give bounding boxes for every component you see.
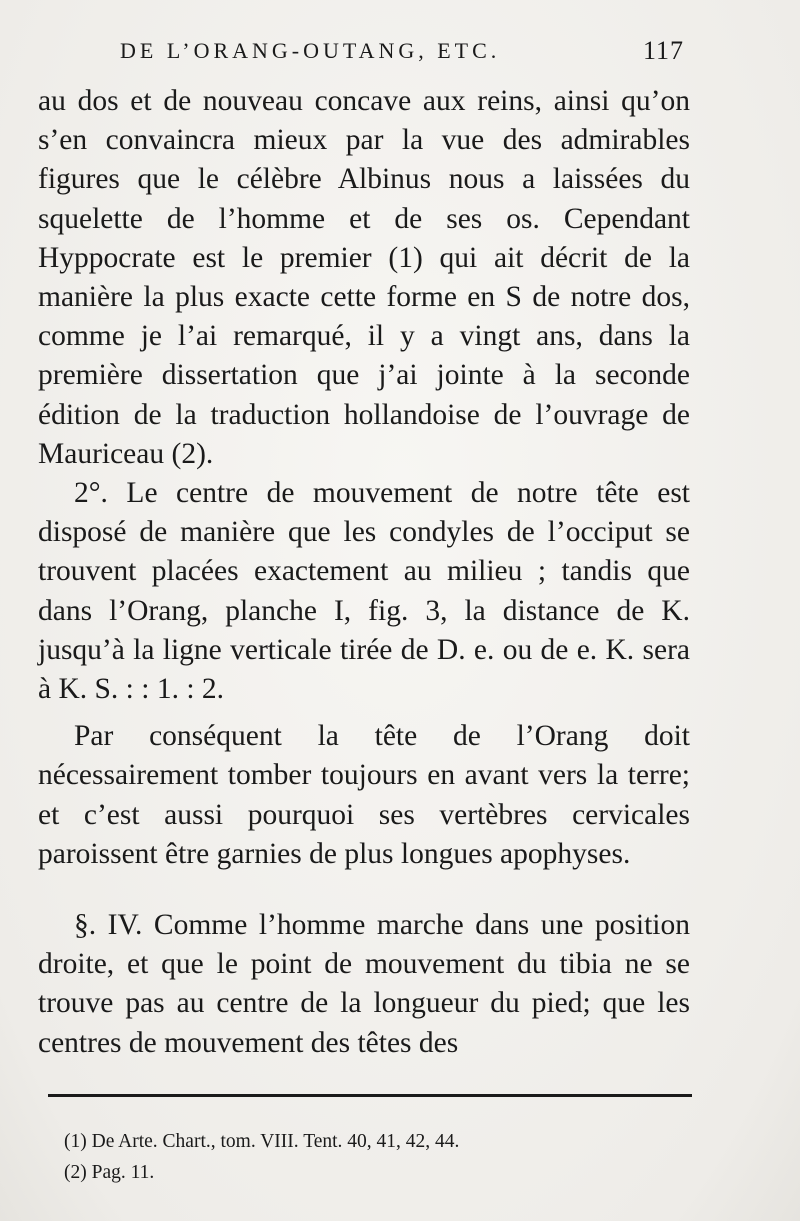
paragraph-3: Par conséquent la tête de l’Orang doit nécessairement tomber toujours en avant vers la terre; et c’est aussi pourquoi ses vertèbres cervicales paroissent être garnies de plus longues apophyses. [38,720,690,870]
paragraph-4-section-iv: §. IV. Comme l’homme marche dans une position droite, et que le point de mouvement du tibia ne se trouve pas au centre de la longueur du pied; que les centres de mouvement des têtes des [38,909,690,1059]
body-text [38,82,690,1063]
running-head [120,38,690,78]
paragraph-2: 2°. Le centre de mouvement de notre tête est disposé de manière que les condyles de l’occiput se trouvent placées exactement au milieu ; tandis que dans l’Orang, planche I, fig. 3, la distance de K. jusqu’à la ligne verticale tirée de D. e. ou de e. K. sera à K. S. : : 1. : 2. [38,477,690,706]
running-head-title: DE L’ORANG-OUTANG, ETC. [120,38,501,63]
footnote-rule [48,1094,692,1097]
page-number: 117 [642,36,684,65]
footnote-1: (1) De Arte. Chart., tom. VIII. Tent. 40, 41, 42, 44. [64,1131,460,1152]
footnotes [64,1126,704,1188]
paragraph-1: au dos et de nouveau concave aux reins, ainsi qu’on s’en convaincra mieux par la vue des admirables figures que le célèbre Albinus nous a laissées du squelette de l’homme et de ses os. Cependant Hyppocrate est le premier (1) qui ait décrit de la manière la plus exacte cette forme en S de notre dos, comme je l’ai remarqué, il y a vingt ans, dans la première dissertation que j’ai jointe à la seconde édition de la traduction hollandoise de l’ouvrage de Mauriceau (2). [38,85,690,470]
footnote-2: (2) Pag. 11. [64,1162,155,1183]
